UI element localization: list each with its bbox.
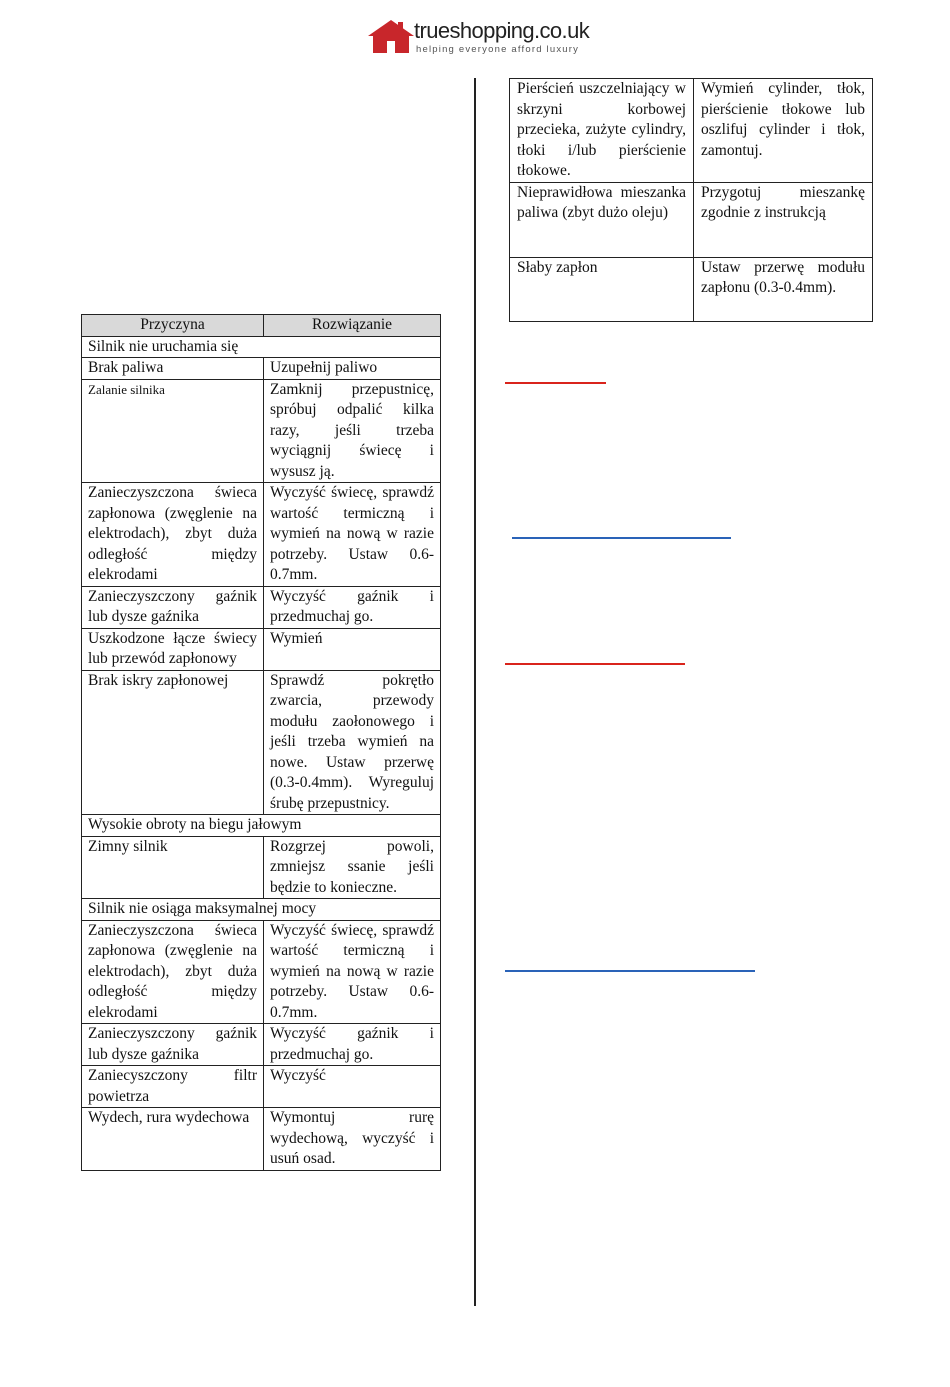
table-row xyxy=(82,586,441,628)
cause-cell: Zanieczyszczona świeca zapłonowa (zwęglenie na elektrodach), zbyt duża odległość między elekrodami xyxy=(82,483,264,587)
solution-cell: Ustaw przerwę modułu zapłonu (0.3-0.4mm). xyxy=(694,257,873,321)
table-row xyxy=(82,920,441,1024)
table-row xyxy=(82,670,441,815)
troubleshooting-table-continued xyxy=(509,78,873,322)
solution-cell: Wymień xyxy=(264,628,441,670)
section-title: Silnik nie uruchamia się xyxy=(82,336,441,358)
table-row xyxy=(82,836,441,899)
logo xyxy=(368,18,588,58)
cause-cell: Nieprawidłowa mieszanka paliwa (zbyt dużo oleju) xyxy=(510,182,694,257)
solution-cell: Przygotuj mieszankę zgodnie z instrukcją xyxy=(694,182,873,257)
solution-cell: Wyczyść gaźnik i przedmuchaj go. xyxy=(264,1024,441,1066)
solution-cell: Rozgrzej powoli, zmniejsz ssanie jeśli będzie to konieczne. xyxy=(264,836,441,899)
house-logo-icon xyxy=(368,20,414,54)
table-row xyxy=(82,379,441,483)
solution-cell: Wyczyść gaźnik i przedmuchaj go. xyxy=(264,586,441,628)
solution-cell: Wyczyść xyxy=(264,1066,441,1108)
solution-cell: Wymień cylinder, tłok, pierścienie tłokowe lub oszlifuj cylinder i tłok, zamontuj. xyxy=(694,79,873,183)
table-row xyxy=(510,79,873,183)
section-row xyxy=(82,899,441,921)
troubleshooting-table xyxy=(81,314,441,1171)
solution-cell: Sprawdź pokrętło zwarcia, przewody modułu zaołonowego i jeśli trzeba wymień na nowe. Ustaw przerwę (0.3-0.4mm). Wyreguluj śrubę przepustnicy. xyxy=(264,670,441,815)
solution-cell: Zamknij przepustnicę, spróbuj odpalić kilka razy, jeśli trzeba wyciągnij świecę i wysusz ją. xyxy=(264,379,441,483)
section-row xyxy=(82,336,441,358)
table-row xyxy=(510,257,873,321)
cause-cell: Wydech, rura wydechowa xyxy=(82,1108,264,1171)
cause-cell: Zanieczyszczona świeca zapłonowa (zwęglenie na elektrodach), zbyt duża odległość między elekrodami xyxy=(82,920,264,1024)
table-row xyxy=(82,1066,441,1108)
logo-brand-text: trueshopping.co.uk xyxy=(414,18,590,43)
cause-cell: Brak paliwa xyxy=(82,358,264,380)
table-row xyxy=(82,1108,441,1171)
cause-cell: Słaby zapłon xyxy=(510,257,694,321)
red-underline xyxy=(505,382,606,384)
section-title: Silnik nie osiąga maksymalnej mocy xyxy=(82,899,441,921)
column-divider xyxy=(474,78,476,1306)
blue-underline xyxy=(505,970,755,972)
solution-cell: Wyczyść świecę, sprawdź wartość termiczną i wymień na nową w razie potrzeby. Ustaw 0.6-0.7mm. xyxy=(264,920,441,1024)
cause-cell: Zalanie silnika xyxy=(82,379,264,483)
cause-cell: Zanieczyszczony gaźnik lub dysze gaźnika xyxy=(82,586,264,628)
red-underline xyxy=(505,663,685,665)
logo-tagline: helping everyone afford luxury xyxy=(416,44,580,55)
table-row xyxy=(82,1024,441,1066)
table-row xyxy=(82,628,441,670)
cause-cell: Pierścień uszczelniający w skrzyni korbowej przecieka, zużyte cylindry, tłoki i/lub pierścienie tłokowe. xyxy=(510,79,694,183)
solution-cell: Uzupełnij paliwo xyxy=(264,358,441,380)
solution-cell: Wyczyść świecę, sprawdź wartość termiczną i wymień na nową w razie potrzeby. Ustaw 0.6-0.7mm. xyxy=(264,483,441,587)
table-row xyxy=(82,358,441,380)
cause-cell: Brak iskry zapłonowej xyxy=(82,670,264,815)
table-row xyxy=(510,182,873,257)
cause-cell: Zanieczyszczony gaźnik lub dysze gaźnika xyxy=(82,1024,264,1066)
table-row xyxy=(82,483,441,587)
column-header-solution: Rozwiązanie xyxy=(264,315,441,337)
column-header-cause: Przyczyna xyxy=(82,315,264,337)
cause-cell: Zaniecyszczony filtr powietrza xyxy=(82,1066,264,1108)
cause-cell: Uszkodzone łącze świecy lub przewód zapłonowy xyxy=(82,628,264,670)
section-row xyxy=(82,815,441,837)
section-title: Wysokie obroty na biegu jałowym xyxy=(82,815,441,837)
table-header-row xyxy=(82,315,441,337)
blue-underline xyxy=(512,537,731,539)
cause-cell: Zimny silnik xyxy=(82,836,264,899)
solution-cell: Wymontuj rurę wydechową, wyczyść i usuń osad. xyxy=(264,1108,441,1171)
